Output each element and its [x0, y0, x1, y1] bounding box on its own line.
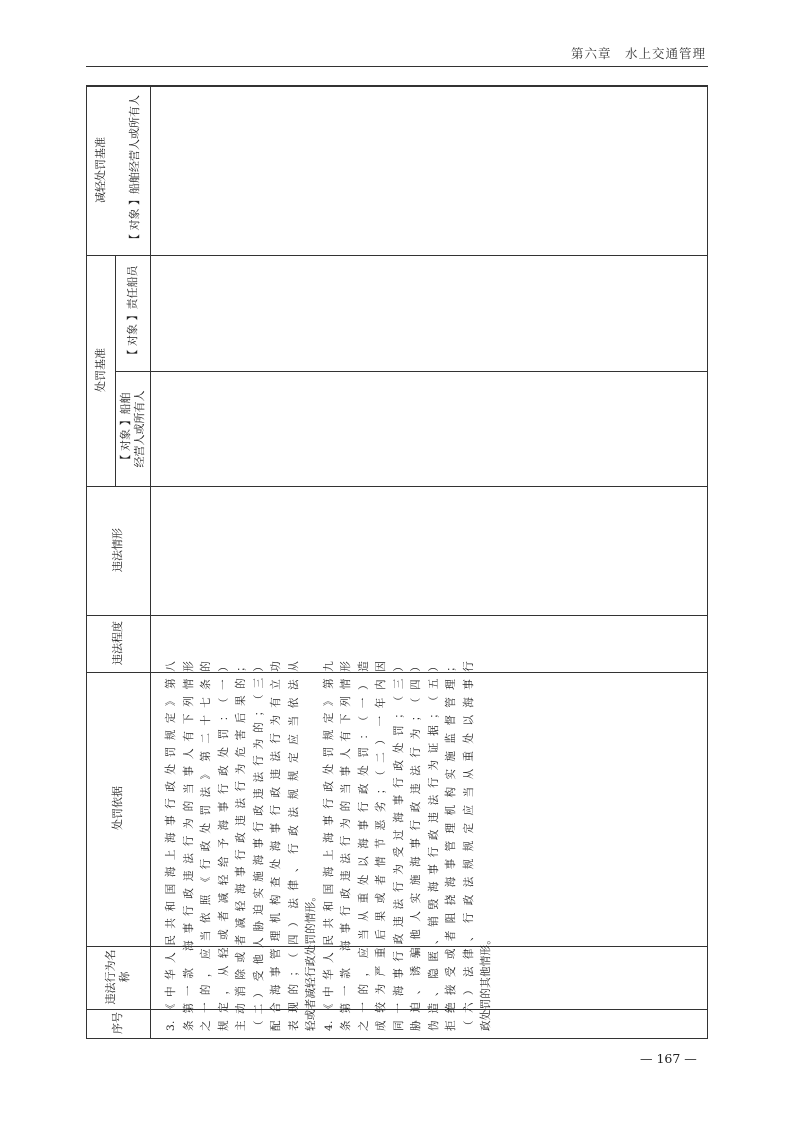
basis-line: （六）法律、行政法规规定应当从重处以海事行	[462, 661, 475, 1031]
basis-line: 胁迫、诱骗他人实施海事行政违法行为；（四）	[410, 661, 422, 1031]
rule-reduced	[87, 255, 707, 256]
basis-line: 3.《中华人民共和国海上海事行政处罚规定》第八	[165, 661, 177, 1031]
rule-standard-subheader	[115, 255, 116, 486]
rule-standard-split	[115, 371, 707, 372]
basis-line: 拒绝接受或者阻挠海事管理机构实施监督管理；	[445, 661, 457, 1031]
rule-top	[87, 86, 707, 87]
rule-standard	[87, 486, 707, 487]
penalty-table: 减轻处罚基准 【 对象 】船舶经营人或所有人 处罚基准 【 对象 】责任船员 【 对象 】船舶经营人或所有人 违法情形 违法程度 处罚依据 违法行为名称 序号	[86, 85, 708, 1039]
basis-line: 政处罚的其他情形。	[480, 933, 492, 1031]
chapter-title: 第六章 水上交通管理	[570, 46, 706, 61]
basis-line: 之一的，应当从重处以海事行政处罚：（一）造	[357, 661, 370, 1031]
basis-line: 配合海事管理机构查处海事行政违法行为有立功	[270, 661, 282, 1031]
page-number: — 167 —	[640, 1051, 697, 1066]
basis-line: 伪造、隐匿、销毁海事行政违法行为证据；（五）	[427, 661, 440, 1031]
basis-line: 条第一款 海事行政违法行为的当事人有下列情形	[340, 661, 352, 1031]
basis-line: 4.《中华人民共和国海上海事行政处罚规定》第九	[322, 661, 335, 1031]
rule-header-column	[150, 86, 151, 1038]
rule-circumstances	[87, 615, 707, 616]
basis-line: 条第一款 海事行政违法行为的当事人有下列情形	[182, 661, 195, 1031]
penalty-basis-text	[163, 661, 492, 1031]
basis-line: 同一海事行政违法行为受过海事行政处罚；（三）	[392, 661, 405, 1031]
basis-line: 轻或者减轻行政处罚的情形。	[305, 890, 317, 1031]
header-rule	[86, 66, 708, 67]
basis-line: 主动消除或者减轻海事行政违法行为危害后果的；	[235, 661, 247, 1031]
basis-line: 规定，从轻或者减轻给予海事行政处罚：（一）	[217, 661, 230, 1031]
basis-line: 之一的，应当依照《行政处罚法》第二十七条的	[200, 661, 212, 1031]
basis-line: 表现的；（四）法律、行政法规规定应当依法从	[287, 661, 300, 1031]
page-header	[86, 44, 708, 66]
basis-line: 成较为严重后果或者情节恶劣；（二）一年内因	[375, 661, 387, 1031]
basis-line: （二）受他人胁迫实施海事行政违法行为的；（三）	[252, 661, 265, 1031]
